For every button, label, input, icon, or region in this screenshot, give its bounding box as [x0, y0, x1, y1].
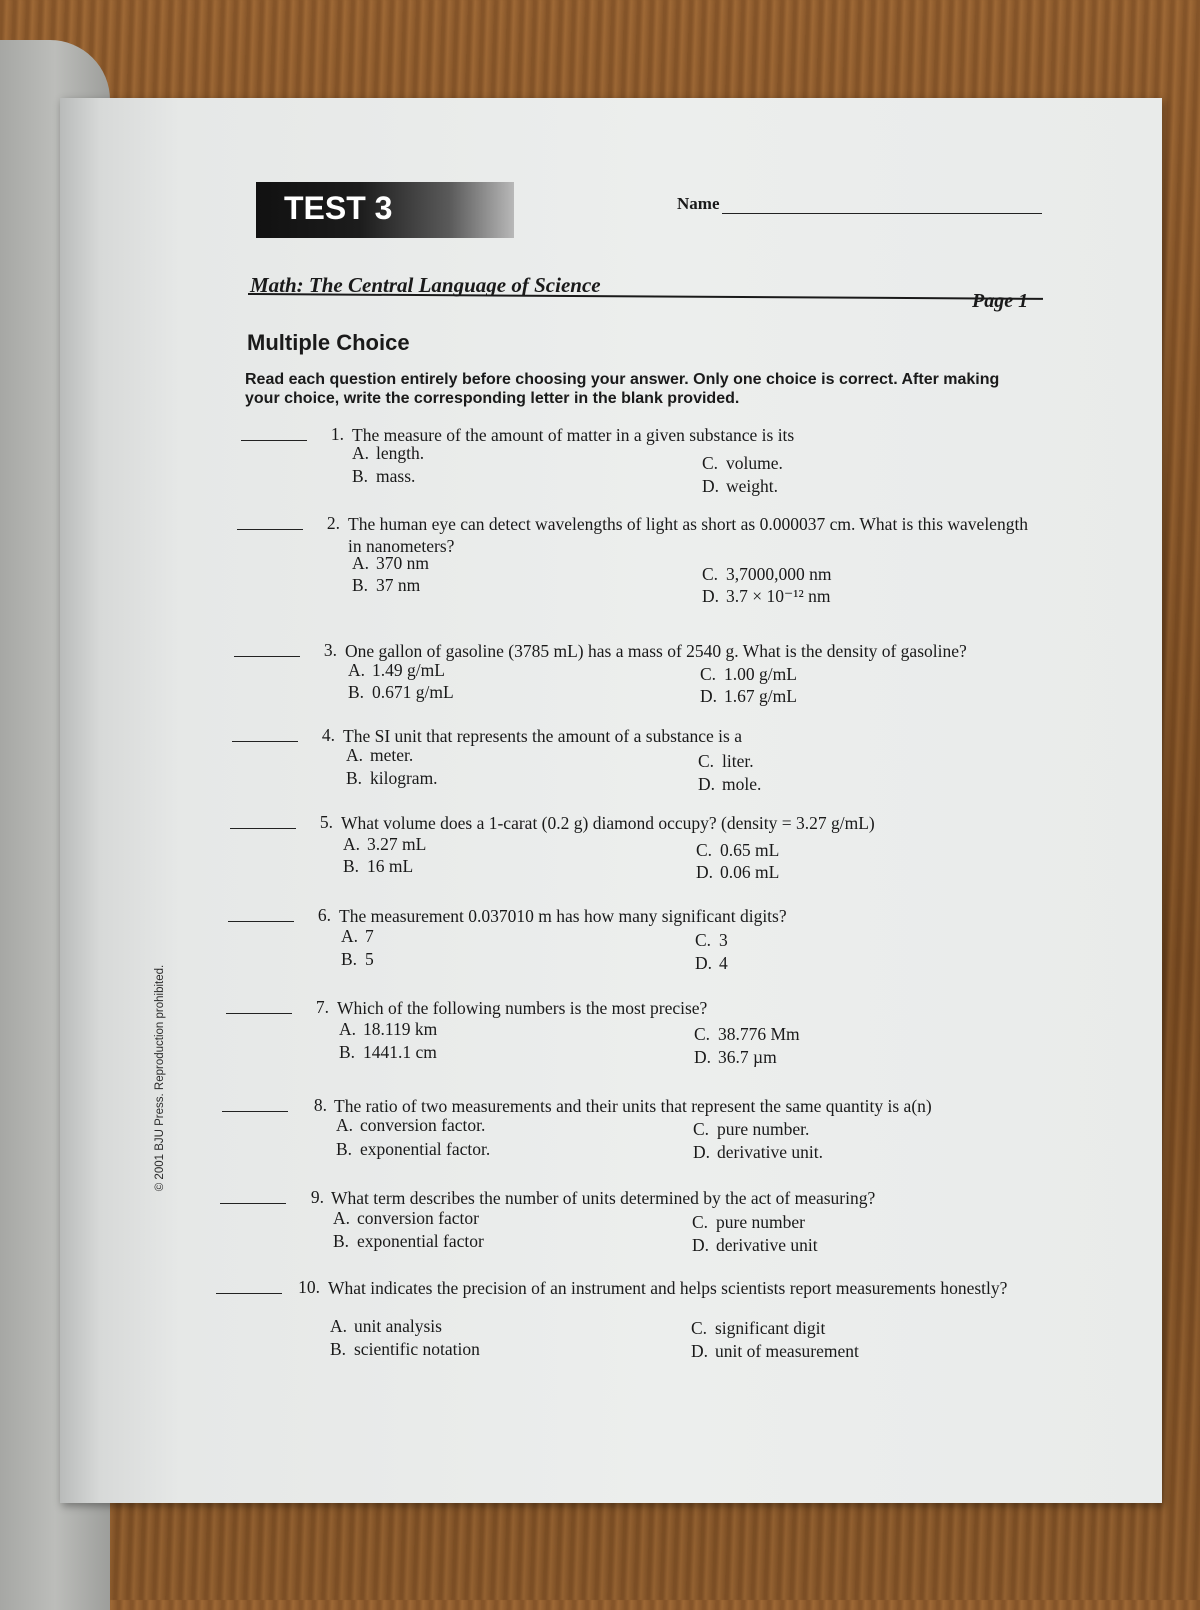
- option-a: [346, 745, 413, 766]
- answer-blank[interactable]: [216, 1293, 282, 1294]
- option-text: 0.06 mL: [720, 862, 780, 882]
- option-b: [343, 856, 413, 877]
- option-b: [330, 1339, 480, 1360]
- option-c: [692, 1212, 805, 1233]
- option-letter: C.: [696, 840, 713, 860]
- option-d: [691, 1341, 859, 1362]
- question-number: 6.: [317, 905, 331, 925]
- option-letter: C.: [702, 564, 719, 584]
- question-text: The measurement 0.037010 m has how many significant digits?: [339, 906, 787, 926]
- option-text: 4: [719, 953, 728, 973]
- page-number: Page 1: [972, 290, 1029, 312]
- option-a: [352, 553, 429, 574]
- option-d: [692, 1235, 818, 1256]
- option-c: [695, 930, 728, 951]
- option-text: derivative unit: [716, 1235, 818, 1255]
- option-b: [336, 1139, 490, 1160]
- option-text: 16 mL: [367, 856, 414, 876]
- question-number: 9.: [310, 1187, 324, 1207]
- option-b: [333, 1231, 484, 1252]
- option-c: [698, 751, 754, 772]
- option-a: [336, 1115, 485, 1136]
- question-number: 5.: [319, 812, 333, 832]
- option-c: [702, 453, 783, 474]
- option-text: pure number: [716, 1212, 805, 1232]
- option-letter: B.: [343, 856, 360, 876]
- option-letter: B.: [352, 575, 369, 595]
- option-letter: D.: [702, 476, 720, 496]
- question-number: 3.: [323, 640, 337, 660]
- answer-blank[interactable]: [226, 1013, 292, 1014]
- option-d: [696, 862, 779, 883]
- option-c: [691, 1318, 825, 1339]
- answer-blank[interactable]: [230, 828, 296, 829]
- question-5: [60, 812, 1162, 902]
- copyright-notice: © 2001 BJU Press. Reproduction prohibited.: [154, 964, 166, 1192]
- option-text: 0.65 mL: [720, 840, 780, 860]
- test-title: TEST 3: [284, 190, 393, 226]
- option-b: [352, 466, 415, 487]
- option-a: [330, 1316, 442, 1337]
- option-text: significant digit: [715, 1318, 826, 1338]
- option-text: meter.: [370, 745, 414, 765]
- question-1: [60, 424, 1162, 514]
- option-text: 1441.1 cm: [363, 1042, 437, 1062]
- option-d: [702, 586, 830, 607]
- question-text: What indicates the precision of an instrument and helps scientists report measurements honestly?: [328, 1278, 1008, 1298]
- answer-blank[interactable]: [234, 656, 300, 657]
- option-c: [702, 564, 832, 585]
- option-letter: B.: [336, 1139, 353, 1159]
- option-text: unit of measurement: [715, 1341, 859, 1361]
- option-text: length.: [376, 443, 425, 463]
- option-letter: A.: [333, 1208, 351, 1228]
- option-d: [700, 686, 797, 707]
- question-8: [60, 1095, 1162, 1185]
- option-text: weight.: [726, 476, 779, 496]
- question-9: [60, 1187, 1162, 1277]
- option-letter: C.: [693, 1119, 710, 1139]
- answer-blank[interactable]: [228, 921, 294, 922]
- option-letter: A.: [352, 443, 370, 463]
- question-text: The SI unit that represents the amount of a substance is a: [343, 726, 742, 746]
- option-c: [693, 1119, 809, 1140]
- option-text: 370 nm: [376, 553, 429, 573]
- option-text: 1.67 g/mL: [724, 686, 797, 706]
- option-c: [694, 1024, 800, 1045]
- question-text: What term describes the number of units determined by the act of measuring?: [331, 1188, 876, 1208]
- option-text: 5: [365, 949, 374, 969]
- option-letter: D.: [691, 1341, 709, 1361]
- question-text: The measure of the amount of matter in a given substance is its: [352, 425, 795, 445]
- option-text: exponential factor: [357, 1231, 484, 1251]
- option-letter: A.: [352, 553, 370, 573]
- option-text: liter.: [722, 751, 754, 771]
- option-d: [694, 1047, 777, 1068]
- option-letter: B.: [348, 682, 365, 702]
- question-4: [60, 725, 1162, 815]
- option-letter: B.: [333, 1231, 350, 1251]
- option-letter: A.: [348, 660, 366, 680]
- question-number: 8.: [313, 1095, 327, 1115]
- option-text: unit analysis: [354, 1316, 442, 1336]
- option-d: [702, 476, 778, 497]
- option-text: scientific notation: [354, 1339, 480, 1359]
- question-text: One gallon of gasoline (3785 mL) has a mass of 2540 g. What is the density of gasoline?: [345, 641, 967, 661]
- option-b: [339, 1042, 437, 1063]
- question-number: 10.: [298, 1277, 320, 1297]
- instructions: Read each question entirely before choosing your answer. Only one choice is correct. After making your choice, write the corresponding letter in the blank provided.: [245, 371, 1000, 407]
- answer-blank[interactable]: [241, 440, 307, 441]
- section-title: Multiple Choice: [247, 330, 410, 355]
- question-text: The ratio of two measurements and their units that represent the same quantity is a(n): [334, 1096, 932, 1116]
- option-text: conversion factor: [357, 1208, 479, 1228]
- test-banner: [256, 182, 514, 238]
- answer-blank[interactable]: [232, 741, 298, 742]
- option-letter: C.: [698, 751, 715, 771]
- question-6: [60, 905, 1162, 995]
- option-letter: B.: [330, 1339, 347, 1359]
- question-2: [60, 513, 1162, 606]
- option-letter: A.: [346, 745, 364, 765]
- option-text: 36.7 µm: [718, 1047, 777, 1067]
- option-text: 3,7000,000 nm: [726, 564, 832, 584]
- option-letter: B.: [339, 1042, 356, 1062]
- option-text: 3: [719, 930, 728, 950]
- answer-blank[interactable]: [222, 1111, 288, 1112]
- option-a: [348, 660, 445, 681]
- option-a: [341, 926, 374, 947]
- option-letter: C.: [695, 930, 712, 950]
- worksheet-page: [60, 98, 1162, 1503]
- option-letter: D.: [692, 1235, 710, 1255]
- option-text: 3.7 × 10⁻¹² nm: [726, 586, 831, 606]
- option-letter: D.: [698, 774, 716, 794]
- option-text: volume.: [726, 453, 783, 473]
- option-text: derivative unit.: [717, 1142, 823, 1162]
- name-blank[interactable]: [722, 213, 1042, 214]
- question-number: 1.: [330, 424, 344, 444]
- option-letter: C.: [700, 664, 717, 684]
- option-letter: D.: [694, 1047, 712, 1067]
- option-d: [698, 774, 761, 795]
- option-text: exponential factor.: [360, 1139, 491, 1159]
- option-letter: A.: [339, 1019, 357, 1039]
- option-text: mass.: [376, 466, 416, 486]
- option-letter: A.: [330, 1316, 348, 1336]
- option-b: [352, 575, 420, 596]
- option-text: 3.27 mL: [367, 834, 427, 854]
- option-c: [696, 840, 779, 861]
- option-letter: A.: [336, 1115, 354, 1135]
- option-letter: B.: [346, 768, 363, 788]
- option-text: 1.49 g/mL: [372, 660, 445, 680]
- option-letter: A.: [343, 834, 361, 854]
- option-text: 1.00 g/mL: [724, 664, 797, 684]
- name-label: Name: [677, 194, 720, 213]
- option-d: [695, 953, 728, 974]
- question-number: 7.: [315, 997, 329, 1017]
- question-7: [60, 997, 1162, 1087]
- question-text: Which of the following numbers is the most precise?: [337, 998, 708, 1018]
- answer-blank[interactable]: [237, 529, 303, 530]
- option-letter: B.: [352, 466, 369, 486]
- option-text: 37 nm: [376, 575, 421, 595]
- option-letter: C.: [692, 1212, 709, 1232]
- question-text: The human eye can detect wavelengths of light as short as 0.000037 cm. What is this wavelength in nanometers?: [348, 514, 1029, 556]
- option-text: pure number.: [717, 1119, 810, 1139]
- option-letter: D.: [693, 1142, 711, 1162]
- option-text: 7: [365, 926, 374, 946]
- option-letter: C.: [691, 1318, 708, 1338]
- option-d: [693, 1142, 823, 1163]
- option-letter: A.: [341, 926, 359, 946]
- option-a: [333, 1208, 479, 1229]
- option-b: [346, 768, 438, 789]
- option-text: kilogram.: [370, 768, 438, 788]
- answer-blank[interactable]: [220, 1203, 286, 1204]
- option-letter: D.: [695, 953, 713, 973]
- question-10: [60, 1277, 1162, 1367]
- option-letter: B.: [341, 949, 358, 969]
- option-a: [352, 443, 424, 464]
- option-text: 18.119 km: [363, 1019, 438, 1039]
- option-text: conversion factor.: [360, 1115, 486, 1135]
- question-3: [60, 640, 1162, 730]
- option-text: 0.671 g/mL: [372, 682, 454, 702]
- option-letter: D.: [700, 686, 718, 706]
- question-number: 4.: [321, 725, 335, 745]
- subject-title: Math: The Central Language of Science: [250, 273, 601, 297]
- option-b: [341, 949, 374, 970]
- option-text: 38.776 Mm: [718, 1024, 800, 1044]
- option-b: [348, 682, 454, 703]
- option-letter: C.: [694, 1024, 711, 1044]
- option-letter: C.: [702, 453, 719, 473]
- option-a: [339, 1019, 437, 1040]
- question-number: 2.: [326, 513, 340, 533]
- option-a: [343, 834, 426, 855]
- option-c: [700, 664, 797, 685]
- question-text: What volume does a 1-carat (0.2 g) diamond occupy? (density = 3.27 g/mL): [341, 813, 875, 833]
- option-text: mole.: [722, 774, 762, 794]
- option-letter: D.: [696, 862, 714, 882]
- option-letter: D.: [702, 586, 720, 606]
